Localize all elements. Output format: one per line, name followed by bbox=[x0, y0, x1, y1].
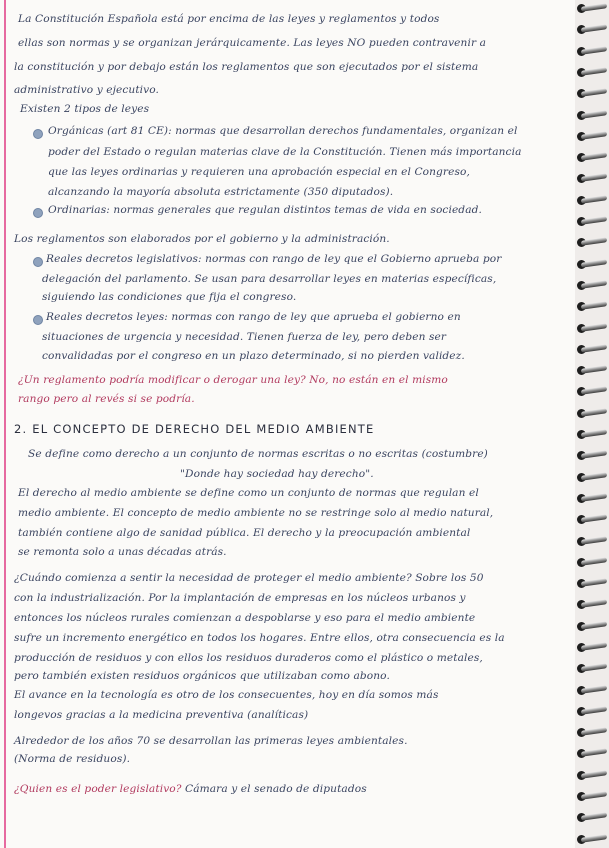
spiral-ring bbox=[573, 236, 607, 249]
spiral-ring bbox=[573, 66, 607, 79]
spiral-ring bbox=[573, 87, 607, 100]
question-line: ¿Un reglamento podría modificar o derogar una ley? No, no están en el mismo bbox=[18, 374, 448, 386]
spiral-ring bbox=[573, 598, 607, 611]
paragraph-line: se remonta solo a unas décadas atrás. bbox=[18, 546, 227, 558]
spiral-ring bbox=[573, 215, 607, 228]
spiral-ring bbox=[573, 322, 607, 335]
decretos-legislativos-line: siguiendo las condiciones que fija el congreso. bbox=[42, 291, 297, 303]
spiral-ring bbox=[573, 364, 607, 377]
spiral-ring bbox=[573, 258, 607, 271]
decretos-leyes-line: Reales decretos leyes: normas con rango de ley que aprueba el gobierno en bbox=[46, 311, 461, 323]
spiral-ring bbox=[573, 726, 607, 739]
organicas-line: alcanzando la mayoría absoluta estrictamente (350 diputados). bbox=[48, 186, 394, 198]
spiral-ring bbox=[573, 790, 607, 803]
reglamentos-line: Los reglamentos son elaborados por el gobierno y la administración. bbox=[14, 233, 390, 245]
spiral-ring bbox=[573, 385, 607, 398]
spiral-ring bbox=[573, 279, 607, 292]
paragraph-line: El avance en la tecnología es otro de los consecuentes, hoy en día somos más bbox=[14, 689, 439, 701]
decretos-leyes-line: convalidadas por el congreso en un plazo determinado, si no pierden validez. bbox=[42, 350, 465, 362]
spiral-ring bbox=[573, 747, 607, 760]
decretos-legislativos-line: Reales decretos legislativos: normas con rango de ley que el Gobierno aprueba por bbox=[46, 253, 502, 265]
paragraph1-line: ellas son normas y se organizan jerárquicamente. Las leyes NO pueden contravenir a bbox=[18, 37, 486, 49]
spiral-ring bbox=[573, 300, 607, 313]
ordinarias-line: Ordinarias: normas generales que regulan distintos temas de vida en sociedad. bbox=[48, 204, 482, 216]
section-title: 2. EL CONCEPTO DE DERECHO DEL MEDIO AMBIENTE bbox=[14, 422, 375, 436]
spiral-ring bbox=[573, 620, 607, 633]
spiral-ring bbox=[573, 769, 607, 782]
bullet-icon bbox=[33, 257, 43, 267]
spiral-ring bbox=[573, 45, 607, 58]
spiral-ring bbox=[573, 194, 607, 207]
spiral-ring bbox=[573, 130, 607, 143]
spiral-ring bbox=[573, 151, 607, 164]
spiral-ring bbox=[573, 513, 607, 526]
spiral-ring bbox=[573, 535, 607, 548]
spiral-binding bbox=[573, 0, 609, 848]
margin-line bbox=[4, 0, 6, 848]
paragraph-line: sufre un incremento energético en todos los hogares. Entre ellos, otra consecuencia es la bbox=[14, 632, 505, 644]
spiral-ring bbox=[573, 449, 607, 462]
spiral-ring bbox=[573, 343, 607, 356]
bullet-icon bbox=[33, 208, 43, 218]
spiral-ring bbox=[573, 172, 607, 185]
spiral-ring bbox=[573, 23, 607, 36]
paragraph-line: producción de residuos y con ellos los residuos duraderos como el plástico o metales, bbox=[14, 652, 483, 664]
spiral-ring bbox=[573, 471, 607, 484]
question-line: rango pero al revés si se podría. bbox=[18, 393, 195, 405]
bullet-icon bbox=[33, 129, 43, 139]
paragraph-line: (Norma de residuos). bbox=[14, 753, 131, 765]
paragraph-line: con la industrialización. Por la implantación de empresas en los núcleos urbanos y bbox=[14, 592, 466, 604]
spiral-ring bbox=[573, 407, 607, 420]
spiral-ring bbox=[573, 428, 607, 441]
spiral-ring bbox=[573, 492, 607, 505]
bullet-icon bbox=[33, 315, 43, 325]
organicas-line: que las leyes ordinarias y requieren una aprobación especial en el Congreso, bbox=[48, 166, 470, 178]
spiral-ring bbox=[573, 577, 607, 590]
paragraph-line: El derecho al medio ambiente se define como un conjunto de normas que regulan el bbox=[18, 487, 479, 499]
spiral-ring bbox=[573, 2, 607, 15]
tipos-intro: Existen 2 tipos de leyes bbox=[20, 103, 150, 115]
organicas-line: Orgánicas (art 81 CE): normas que desarrollan derechos fundamentales, organizan el bbox=[48, 125, 518, 137]
answer-text: Cámara y el senado de diputados bbox=[185, 783, 367, 795]
question-text: ¿Quien es el poder legislativo? bbox=[14, 783, 182, 795]
paragraph1-line: La Constitución Española está por encima de las leyes y reglamentos y todos bbox=[18, 13, 440, 25]
spiral-ring bbox=[573, 811, 607, 824]
paragraph-line: entonces los núcleos rurales comienzan a despoblarse y eso para el medio ambiente bbox=[14, 612, 476, 624]
spiral-ring bbox=[573, 705, 607, 718]
paragraph-line: medio ambiente. El concepto de medio ambiente no se restringe solo al medio natural, bbox=[18, 507, 494, 519]
paragraph-line: ¿Cuándo comienza a sentir la necesidad de proteger el medio ambiente? Sobre los 50 bbox=[14, 572, 484, 584]
paragraph-line: Alrededor de los años 70 se desarrollan las primeras leyes ambientales. bbox=[14, 735, 408, 747]
paragraph1-line: administrativo y ejecutivo. bbox=[14, 84, 160, 96]
paragraph-line: pero también existen residuos orgánicos que utilizaban como abono. bbox=[14, 670, 390, 682]
definition-line: Se define como derecho a un conjunto de normas escritas o no escritas (costumbre) bbox=[28, 448, 488, 460]
question-2 bbox=[14, 783, 367, 795]
decretos-leyes-line: situaciones de urgencia y necesidad. Tienen fuerza de ley, pero deben ser bbox=[42, 331, 447, 343]
spiral-ring bbox=[573, 556, 607, 569]
organicas-line: poder del Estado o regulan materias clave de la Constitución. Tienen más importancia bbox=[48, 146, 522, 158]
spiral-ring bbox=[573, 109, 607, 122]
spiral-ring bbox=[573, 684, 607, 697]
paragraph-line: también contiene algo de sanidad pública. El derecho y la preocupación ambiental bbox=[18, 527, 471, 539]
quote-line: "Donde hay sociedad hay derecho". bbox=[180, 468, 374, 480]
paragraph1-line: la constitución y por debajo están los reglamentos que son ejecutados por el sistema bbox=[14, 61, 479, 73]
spiral-ring bbox=[573, 833, 607, 846]
paragraph-line: longevos gracias a la medicina preventiva (analíticas) bbox=[14, 709, 309, 721]
decretos-legislativos-line: delegación del parlamento. Se usan para desarrollar leyes en materias específicas, bbox=[42, 273, 497, 285]
spiral-ring bbox=[573, 641, 607, 654]
spiral-ring bbox=[573, 662, 607, 675]
